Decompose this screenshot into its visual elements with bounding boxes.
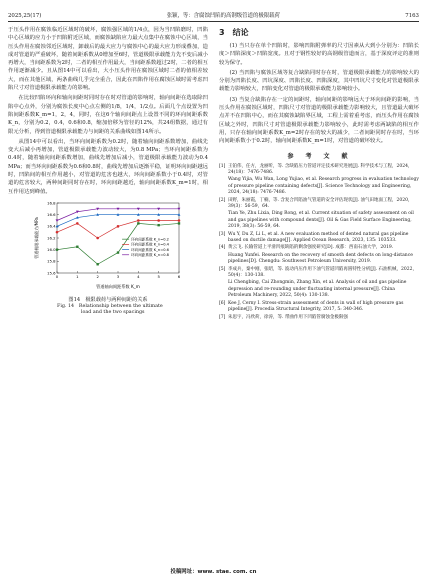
submission-url[interactable]: 投稿网址：www. stae. com. cn [170, 569, 257, 575]
data-point [96, 263, 98, 265]
right-column [219, 26, 419, 322]
data-point [178, 219, 181, 222]
reference-item [219, 245, 419, 251]
data-point [96, 237, 99, 240]
figure-caption-cn: 图14 极限载荷与两种间距的关系 [68, 296, 148, 303]
data-point [137, 219, 140, 222]
reference-text: Kee J, Cerny I. Stress-strain assessment of dents in wall of high pressure gas pipeline[J]. Procedia Structural Integrity, 2017, 5: 340-346. [228, 300, 404, 313]
reference-list [219, 164, 419, 321]
x-axis-label: 管道轴向间距系数 K_m [96, 283, 140, 289]
page-header [8, 8, 419, 22]
reference-number: [6] [219, 300, 226, 306]
conclusion-2: (2) 当凹陷与腐蚀区域等复合缺陷同时存在时，管道极限承载能力的影响较大的分别为凹陷长度、凹坑深度、凹陷长度、凹陷深度，其中凹坑尺寸变化对管道极限承载能力影响较大，凹陷变化对管道的极限承载能力影响较小。 [219, 69, 419, 93]
figure-caption-en-line2: load and the two spacings [81, 310, 145, 316]
paragraph: 从图14中可以看出，当环向间距系数为0.2时，随着轴向间距系数增加，曲线先变大后减小再增加，管道极限承载能力波动较大，为0.8 MPa；当环向间距系数为0.4时，随着轴向间距系数增加，曲线先增加后减小，管道极限承载能力波动为0.4 MPa；而当环向间距系数为0.6和0.8时，曲线先增加后逐渐平稳，证明环向间距越远时，凹陷间的相互作用越小，对管道的危害也越大，环向间距系数小于0.4时，对管道的危害较大，两种间距同时存在时，环向间距越近，轴向间距系数K_m=1时，相互作用达到峰值。 [8, 138, 209, 195]
reference-text: Wu Y, Du Z, Li L, et al. A new evaluation method of dented natural gas pipeline based on ductile damage[J]. Applied Ocean Research, 2023, 135: 103533. [228, 231, 409, 244]
reference-item [219, 253, 419, 266]
reference-item [219, 315, 419, 321]
reference-text: 李成兵，秦中刚，张昭，等. 波动内压作用下油气管道凹陷再圆特性分析[J]. 石油机械，2022，50(4)：130-138. [228, 266, 417, 279]
data-point [117, 251, 119, 253]
paragraph: 在比较凹陷环向和轴向间距时同时存在时对管道的影响时，轴向间距在选取除凹陷中心点外，分别为腐蚀长度中心点左侧的1/8，1/4，1/2点。后面几个点设置为凹陷间距系数K_m=1，2，4，同时，在这6个轴向间距点上设置不同的环向间距系数K_n，分别为0.2，0.4，0.6和0.8，缩加倍移为管径的12%，共24组数据，通过有限元分析，得到管道极限承载能力与间距的关系曲线如图14所示。 [8, 95, 208, 135]
figure-caption-en-line1: Fig. 14 Relationship between the ultimate [57, 303, 163, 309]
reference-text: Wang Yijia, Wu Wan, Long Yujiao, et al. Research progress in evaluation technology of pressure pipeline containing defects[J]. Science Technology and Engineering, 2024, 24(18): 7476-7486. [228, 177, 419, 196]
x-tick-label: 4 [137, 273, 140, 279]
x-tick-label: 0 [55, 273, 59, 279]
reference-number: [3] [219, 231, 226, 237]
reference-item [219, 280, 419, 299]
y-axis-label: 管道极限承载能力/MPa [34, 217, 39, 259]
series-line [57, 220, 179, 238]
reference-text: 黄云飞. 长输管道上平滑凹痕缺陷的剩余强度研究[D]. 成都：西南石油大学，2019. [228, 245, 394, 251]
data-point [178, 222, 180, 224]
x-tick-label: 5 [157, 273, 160, 279]
left-column [8, 26, 208, 318]
reference-item [219, 211, 419, 230]
x-tick-label: 1 [76, 273, 79, 279]
reference-item [219, 301, 419, 314]
reference-item [219, 232, 419, 245]
journal-issue: 2025,25(17) [8, 13, 42, 19]
y-tick-label: 16.6 [47, 212, 56, 218]
reference-text: 朱思宇，冯欣荷，徐涛，等. 带曲作用下凹陷管腐蚀金极限强 [228, 314, 348, 320]
reference-item [219, 267, 419, 280]
data-point [56, 219, 59, 222]
data-point [56, 248, 58, 250]
y-tick-label: 15.6 [47, 270, 56, 276]
data-point [76, 245, 78, 247]
data-point [157, 224, 159, 226]
reference-text: Huang Yunfei. Research on the recovery of smooth dent defects on long-distance pipelines[D]. Chengdu: Southwest Petroleum University, 2019. [228, 252, 413, 265]
reference-number: [7] [219, 314, 226, 320]
reference-item [219, 198, 419, 211]
x-tick-label: 6 [177, 273, 181, 279]
data-point [157, 219, 160, 222]
legend-label: 环向间距系数 K_n=0.4 [131, 242, 169, 247]
reference-text: 田野，朱丽霞，丁楠，等. 含复合凹陷油气管道的安全评估现状[J]. 油气田地面工程，2020，39(3)：56-59，64. [228, 197, 413, 209]
legend-label: 环向间距系数 K_n=0.2 [131, 237, 169, 242]
data-point [117, 225, 120, 228]
y-tick-label: 16.4 [47, 223, 56, 229]
page-number: 7163 [405, 13, 419, 19]
reference-number: [5] [219, 266, 226, 272]
legend-label: 环向间距系数 K_n=0.6 [131, 247, 169, 252]
figure-14 [33, 199, 183, 317]
data-point [56, 231, 59, 234]
reference-number: [2] [219, 197, 226, 203]
reference-item [219, 164, 419, 177]
x-tick-label: 3 [116, 273, 120, 279]
line-chart [33, 199, 183, 291]
reference-number: [1] [219, 163, 226, 169]
reference-number: [4] [219, 245, 226, 251]
y-tick-label: 15.8 [47, 258, 56, 264]
data-point [137, 222, 139, 224]
reference-text: Li Chengbing, Cai Zhongmin, Zhang Xin, et al. Analysis of oil and gas pipeline depression and re-rounding under fluctuating internal pressure[J]. China Petroleum Machinery, 2022, 50(4): 130-138. [228, 280, 407, 299]
references-heading: 参 考 文 献 [287, 152, 351, 160]
reference-item [219, 177, 419, 196]
reference-text: Tian Ye, Zhu Lixia, Ding Rong, et al. Current situation of safety assessment on oil and gas pipelines with compound dents[J]. Oil & Gas Field Surface Engineering, 2019, 38(3): 56-59, 64. [228, 211, 414, 230]
section-heading: 3 结论 [219, 28, 249, 37]
conclusion-3: (3) 当复合缺陷存在一定的间距时，轴向间距的影响远大于环向间距的影响，当压头作用在腐蚀区域时，凹陷尺寸对管道的极限承载能力影响较大，且管道最大破坏点并不在凹陷中心，而在其腐蚀缺陷界区域，工程上需着重考虑，而压头作用在腐蚀区域之外时，凹陷尺寸对管道极限承载能力影响较小，此时需考虑两缺陷的相互作用，只存在轴向间距系数K_m=2时存在的较大的减少，二者间距同时存在时，当环向间距系数小于0.2时，轴向间距系数K_m=1时，对管道的破坏较大。 [219, 96, 419, 145]
x-tick-label: 2 [96, 273, 99, 279]
y-tick-label: 16.2 [47, 235, 56, 241]
y-tick-label: 16.0 [47, 247, 56, 253]
reference-text: 王铂伟，任方，龙丽昕，等. 含缺陷压力管道评定技术研究进展[J]. 科学技术与工程，2024，24(18)：7476-7486. [228, 163, 413, 175]
legend-label: 环向间距系数 K_n=0.8 [131, 253, 169, 258]
paragraph: 于压头作用在腐蚀临近区域时的破坏，腐蚀强区域的1/4点，因为当凹陷磨时，凹陷中心区域的应力小于凹陷附近区域，而腐蚀缺陷应力最大点集中在腐蚀中心区域，当压头作用在腐蚀邻近区域时，卸载后的最大应力与腐蚀中心的最大应力形成叠加，造成对管道的严重破坏，随着间距系数从0增加至6时，管道极限承载能力先不变后减小再增大，当间距系数为2时，二者的相互作用最大，当间距系数超过2时，二者的相互作用逐渐减少。且从图14中可以看出，大小压头作用在腐蚀区域时二者的值相差较大，而在其他区域，两条曲线几乎完全重合，因此在凹陷作用在腐蚀区域时需考虑凹陷尺寸对管道极限承载能力的影响。 [8, 27, 208, 92]
running-title: 张颖，等：含腐蚀凹陷的高钢级管道的极限载荷 [166, 13, 280, 19]
data-point [76, 222, 79, 225]
conclusion-1: (1) 当只存在单个凹陷时，影响凹陷附弹率的尺寸因素从大到小分别为：凹陷长度＞凹陷深度＞凹陷宽度。且对于钢性较好的高钢级管道而言，基于深度评定的准则较为保守。 [219, 43, 419, 66]
y-tick-label: 16.8 [47, 200, 56, 206]
